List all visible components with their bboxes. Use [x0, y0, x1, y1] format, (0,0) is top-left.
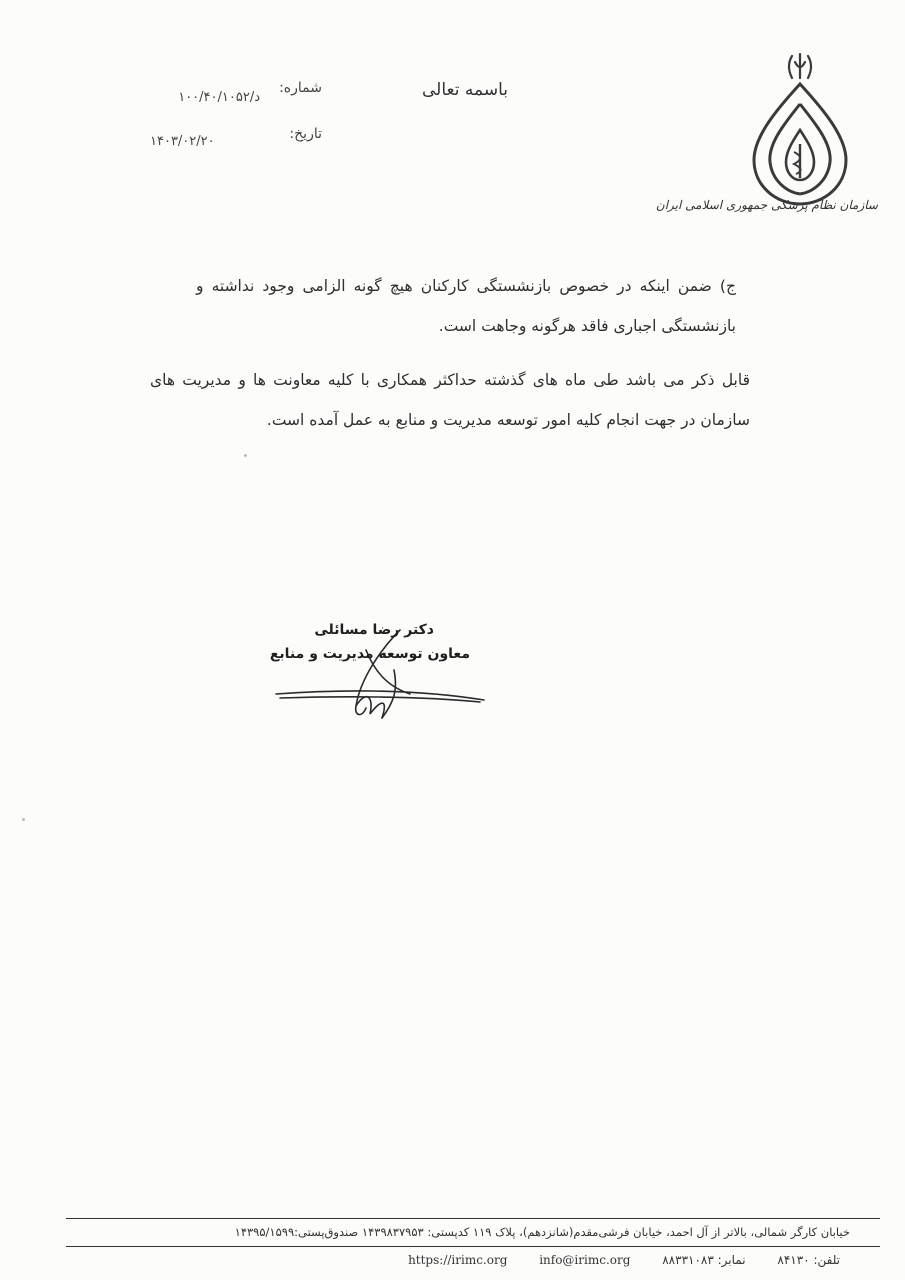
number-label: شماره:: [279, 80, 322, 96]
bismillah-heading: باسمه تعالی: [422, 80, 508, 100]
footer-contacts: [200, 1250, 840, 1280]
footer-phone: تلفن: ۸۴۱۳۰: [777, 1253, 840, 1267]
signatory-name: دکتر رضا مسائلی: [314, 622, 434, 638]
date-value: ۱۴۰۳/۰۲/۲۰: [150, 134, 215, 149]
footer-email-link[interactable]: info@irimc.org: [539, 1253, 631, 1267]
date-label: تاریخ:: [289, 126, 322, 142]
number-value: د/۱۰۰/۴۰/۱۰۵۲: [178, 90, 260, 105]
footer-website-link[interactable]: https://irimc.org: [408, 1253, 508, 1267]
scan-speck: [22, 818, 25, 821]
footer-fax: نمابر: ۸۸۳۳۱۰۸۳: [662, 1253, 746, 1267]
signatory-title: معاون توسعه مدیریت و منابع: [269, 646, 470, 662]
paragraph-note: قابل ذکر می باشد طی ماه های گذشته حداکثر همکاری با کلیه معاونت ها و مدیریت های سازمان در جهت انجام کلیه امور توسعه مدیریت و منابع به عمل آمده است.: [150, 371, 750, 429]
irimc-emblem-icon: [748, 48, 852, 218]
paragraph-item-c: ج) ضمن اینکه در خصوص بازنشستگی کارکنان هیچ گونه الزامی وجود نداشته و بازنشستگی اجباری فاقد هرگونه وجاهت است.: [196, 277, 736, 335]
logo-caption: سازمان نظام پزشکی جمهوری اسلامی ایران: [655, 198, 878, 212]
scan-speck: [244, 454, 247, 457]
footer-address: خیابان کارگر شمالی، بالاتر از آل احمد، خیابان فرشی‌مقدم(شانزدهم)، پلاک ۱۱۹ کدپستی: ۱۴۳۹۸۳۷۹۵۳ صندوق‌پستی:۱۴۳۹۵/۱۵۹۹: [234, 1225, 850, 1239]
footer-divider-bottom: [66, 1246, 880, 1247]
footer-divider-top: [66, 1218, 880, 1219]
